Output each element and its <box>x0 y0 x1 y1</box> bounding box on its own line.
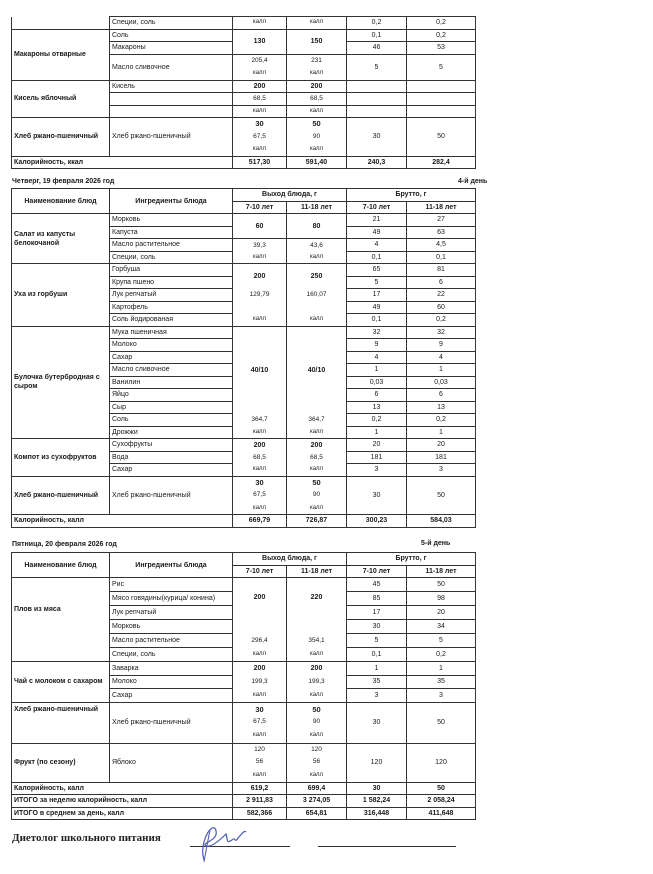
brutto-cell: 0,2 <box>407 414 476 427</box>
ingredient-cell: Хлеб ржано-пшеничный <box>110 702 233 743</box>
brutto-cell <box>407 93 476 106</box>
brutto-cell: 21 <box>347 214 407 227</box>
kcal-unit: калл <box>309 771 324 778</box>
total-label: Калорийность, калл <box>12 782 233 795</box>
brutto-cell: 35 <box>407 675 476 689</box>
brutto-cell: 32 <box>347 326 407 339</box>
header-dish: Наименование блюд <box>12 189 110 214</box>
brutto-cell: 60 <box>407 301 476 314</box>
ingredient-cell: Хлеб ржано-пшеничный <box>110 476 233 515</box>
kcal-value: 205,4 <box>251 56 268 64</box>
brutto-cell: 50 <box>407 476 476 515</box>
signature-label: Диетолог школьного питания <box>12 832 161 844</box>
brutto-cell <box>347 105 407 118</box>
total-label: Калорийность, ккал <box>12 156 233 169</box>
ingredient-cell <box>110 105 233 118</box>
output-grams-cell: 60 <box>233 214 287 239</box>
output-unit-cell: калл <box>233 314 287 327</box>
ingredient-cell: Дрожжи <box>110 426 233 439</box>
total-value: 30 <box>347 782 407 795</box>
header-age: 11-18 лет <box>407 201 476 214</box>
ingredient-cell: Ванилин <box>110 376 233 389</box>
ingredient-cell: Специи, соль <box>110 648 233 662</box>
output-unit-cell: калл <box>287 314 347 327</box>
dish-name-cell: Плов из мяса <box>12 578 110 662</box>
brutto-cell: 17 <box>347 289 407 302</box>
ingredient-cell: Специи, соль <box>110 17 233 30</box>
brutto-cell: 27 <box>407 214 476 227</box>
kcal-unit: калл <box>309 146 324 152</box>
total-value: 50 <box>407 782 476 795</box>
output-kcal-cell: 39,3 <box>233 239 287 252</box>
header-brutto: Брутто, г <box>347 553 476 566</box>
kcal-unit: калл <box>252 731 267 738</box>
week-total-row <box>12 795 476 808</box>
ingredient-cell: Заварка <box>110 662 233 676</box>
total-value: 582,366 <box>233 807 287 820</box>
brutto-cell: 0,2 <box>407 17 476 30</box>
output-kcal-cell: 68,5 <box>287 451 347 464</box>
dish-name-cell: Булочка бутербродная с сыром <box>12 326 110 439</box>
brutto-cell: 50 <box>407 702 476 743</box>
brutto-cell: 98 <box>407 592 476 606</box>
header-age: 11-18 лет <box>407 565 476 578</box>
brutto-cell: 17 <box>347 606 407 620</box>
header-age: 7-10 лет <box>347 201 407 214</box>
brutto-cell: 1 <box>407 426 476 439</box>
dish-name-cell: Хлеб ржано-пшеничный <box>12 118 110 157</box>
brutto-cell: 49 <box>347 226 407 239</box>
dish-name-cell: Кисель яблочный <box>12 80 110 118</box>
table-row <box>12 702 476 743</box>
output-unit-cell: калл <box>287 689 347 703</box>
brutto-cell: 5 <box>407 54 476 80</box>
dish-name-cell: Компот из сухофруктов <box>12 439 110 477</box>
brutto-cell: 0,1 <box>347 648 407 662</box>
brutto-cell: 6 <box>407 389 476 402</box>
ingredient-cell: Масло растительное <box>110 634 233 648</box>
output-grams: 30 <box>255 477 264 487</box>
total-value: 584,03 <box>407 515 476 528</box>
header-brutto: Брутто, г <box>347 189 476 202</box>
ingredient-cell: Макароны <box>110 42 233 55</box>
output-kcal-cell: 354,1 <box>287 634 347 648</box>
brutto-cell: 20 <box>407 439 476 452</box>
friday-menu-table <box>11 552 476 820</box>
ingredient-cell: Молоко <box>110 675 233 689</box>
output-cell <box>287 702 347 743</box>
kcal-value: 90 <box>312 718 321 726</box>
header-age: 11-18 лет <box>287 201 347 214</box>
ingredient-cell: Яйцо <box>110 389 233 402</box>
kcal-unit: калл <box>309 731 324 738</box>
brutto-cell: 0,1 <box>347 29 407 42</box>
output-unit-cell: калл <box>233 689 287 703</box>
ingredient-cell: Кисель <box>110 80 233 93</box>
brutto-cell: 5 <box>347 276 407 289</box>
header-dish: Наименование блюд <box>12 553 110 578</box>
total-value: 654,81 <box>287 807 347 820</box>
header-ingredients: Ингредиенты блюда <box>110 553 233 578</box>
brutto-cell: 22 <box>407 289 476 302</box>
kcal-value: 90 <box>312 491 321 498</box>
total-row <box>12 515 476 528</box>
brutto-cell: 0,03 <box>407 376 476 389</box>
brutto-cell: 63 <box>407 226 476 239</box>
brutto-cell: 0,1 <box>347 251 407 264</box>
total-value: 699,4 <box>287 782 347 795</box>
name-line <box>318 846 456 847</box>
kcal-unit: калл <box>252 70 267 76</box>
output-grams: 50 <box>312 704 321 714</box>
header-age: 7-10 лет <box>233 201 287 214</box>
ingredient-cell: Лук репчатый <box>110 606 233 620</box>
output-unit-cell: калл <box>233 251 287 264</box>
ingredient-cell: Сахар <box>110 464 233 477</box>
header-age: 7-10 лет <box>347 565 407 578</box>
brutto-cell: 4 <box>407 351 476 364</box>
brutto-cell: 1 <box>407 662 476 676</box>
output-kcal-cell: 296,4 <box>233 634 287 648</box>
brutto-cell: 3 <box>347 689 407 703</box>
brutto-cell: 0,03 <box>347 376 407 389</box>
output-cell <box>287 476 347 515</box>
brutto-cell: 45 <box>347 578 407 592</box>
ingredient-cell: Соль <box>110 414 233 427</box>
ingredient-cell: Лук репчатый <box>110 289 233 302</box>
kcal-value: 67,5 <box>253 132 266 140</box>
output-kcal-cell: 68,5 <box>233 93 287 106</box>
output-grams-cell: 200 <box>233 439 287 452</box>
kcal-value: 90 <box>312 132 321 140</box>
total-label: Калорийность, калл <box>12 515 233 528</box>
ingredient-cell: Рис <box>110 578 233 592</box>
brutto-cell: 120 <box>407 743 476 782</box>
output-grams: 50 <box>312 477 321 487</box>
ingredient-cell: Морковь <box>110 620 233 634</box>
ingredient-cell: Крупа пшено <box>110 276 233 289</box>
table-row <box>12 439 476 452</box>
total-value: 2 058,24 <box>407 795 476 808</box>
output-cell <box>233 702 287 743</box>
brutto-cell <box>347 93 407 106</box>
table-row <box>12 476 476 515</box>
output-unit-cell: калл <box>287 105 347 118</box>
kcal-unit: калл <box>309 504 324 511</box>
output-kcal-cell: 160,07 <box>287 289 347 314</box>
brutto-cell: 3 <box>407 464 476 477</box>
dish-name-cell <box>12 17 110 30</box>
table-row <box>12 214 476 227</box>
brutto-cell: 53 <box>407 42 476 55</box>
brutto-cell: 0,2 <box>407 29 476 42</box>
brutto-cell: 120 <box>347 743 407 782</box>
ingredient-cell: Масло сливочное <box>110 364 233 377</box>
day-title: Пятница, 20 февраля 2026 год <box>12 541 117 548</box>
ingredient-cell: Сыр <box>110 401 233 414</box>
output-kcal-cell: 68,5 <box>233 451 287 464</box>
total-value: 619,2 <box>233 782 287 795</box>
ingredient-cell: Мясо говядины(курица/ конина) <box>110 592 233 606</box>
output-cell <box>287 118 347 157</box>
ingredient-cell: Соль йодированая <box>110 314 233 327</box>
thursday-menu-table <box>11 188 476 528</box>
ingredient-cell: Хлеб ржано-пшеничный <box>110 118 233 157</box>
output-grams: 30 <box>255 119 264 128</box>
output-kcal-cell: 364,7 <box>233 414 287 427</box>
output-unit-cell: калл <box>287 17 347 30</box>
brutto-cell: 35 <box>347 675 407 689</box>
output-kcal-cell: 199,3 <box>233 675 287 689</box>
dish-name-cell: Чай с молоком с сахаром <box>12 662 110 703</box>
brutto-cell: 50 <box>407 118 476 157</box>
output-grams-cell: 80 <box>287 214 347 239</box>
kcal-unit: калл <box>309 70 324 76</box>
ingredient-cell: Морковь <box>110 214 233 227</box>
header-age: 7-10 лет <box>233 565 287 578</box>
table-row <box>12 578 476 592</box>
brutto-cell: 30 <box>347 702 407 743</box>
table-row <box>12 80 476 93</box>
brutto-cell <box>347 80 407 93</box>
total-value: 3 274,05 <box>287 795 347 808</box>
output-unit-cell: калл <box>233 464 287 477</box>
brutto-cell: 65 <box>347 264 407 277</box>
brutto-cell: 85 <box>347 592 407 606</box>
brutto-cell: 13 <box>347 401 407 414</box>
top-continuation-table <box>11 16 476 169</box>
dish-name-cell: Хлеб ржано-пшеничный <box>12 702 110 743</box>
total-value: 300,23 <box>347 515 407 528</box>
brutto-cell: 3 <box>407 689 476 703</box>
brutto-cell: 81 <box>407 264 476 277</box>
brutto-cell: 49 <box>347 301 407 314</box>
ingredient-cell: Сухофрукты <box>110 439 233 452</box>
output-unit-cell: калл <box>287 251 347 264</box>
total-value: 282,4 <box>407 156 476 169</box>
ingredient-cell: Масло сливочное <box>110 54 233 80</box>
output-grams-cell: 130 <box>233 29 287 54</box>
total-value: 316,448 <box>347 807 407 820</box>
dish-name-cell: Фрукт (по сезону) <box>12 743 110 782</box>
brutto-cell: 6 <box>347 389 407 402</box>
table-row <box>12 743 476 782</box>
output-kcal-cell: 199,3 <box>287 675 347 689</box>
header-output: Выход блюда, г <box>233 553 347 566</box>
output-cell <box>233 118 287 157</box>
output-unit-cell: калл <box>287 426 347 439</box>
output-unit-cell: калл <box>287 648 347 662</box>
output-grams-cell: 200 <box>287 662 347 676</box>
kcal-value: 56 <box>312 758 321 766</box>
brutto-cell: 1 <box>407 364 476 377</box>
header-age: 11-18 лет <box>287 565 347 578</box>
ingredient-cell: Сахар <box>110 689 233 703</box>
brutto-cell: 30 <box>347 476 407 515</box>
brutto-cell: 6 <box>407 276 476 289</box>
kcal-unit: калл <box>252 504 267 511</box>
dish-name-cell: Макароны отварные <box>12 29 110 80</box>
brutto-cell: 20 <box>407 606 476 620</box>
day-number: 4-й день <box>458 178 488 185</box>
ingredient-cell: Яблоко <box>110 743 233 782</box>
output-grams-cell: 40/10 <box>233 326 287 414</box>
ingredient-cell <box>110 93 233 106</box>
ingredient-cell: Картофель <box>110 301 233 314</box>
brutto-cell: 1 <box>347 364 407 377</box>
signature-scribble-icon <box>192 820 252 865</box>
header-output: Выход блюда, г <box>233 189 347 202</box>
brutto-cell: 0,2 <box>347 17 407 30</box>
output-cell <box>233 476 287 515</box>
output-cell <box>287 743 347 782</box>
total-value: 411,648 <box>407 807 476 820</box>
output-grams-cell: 200 <box>233 80 287 93</box>
ingredient-cell: Мука пшеничная <box>110 326 233 339</box>
header-row <box>12 189 476 202</box>
header-row <box>12 553 476 566</box>
output-grams: 50 <box>312 119 321 128</box>
output-grams: 120 <box>254 745 265 753</box>
table-row <box>12 326 476 339</box>
output-kcal-cell: 129,79 <box>233 289 287 314</box>
output-grams-cell: 200 <box>233 264 287 289</box>
day-number: 5-й день <box>421 540 451 547</box>
kcal-value: 56 <box>255 758 264 766</box>
average-total-row <box>12 807 476 820</box>
output-unit-cell: калл <box>233 426 287 439</box>
header-ingredients: Ингредиенты блюда <box>110 189 233 214</box>
brutto-cell: 1 <box>347 662 407 676</box>
output-kcal-cell <box>287 54 347 80</box>
brutto-cell: 9 <box>347 339 407 352</box>
ingredient-cell: Горбуша <box>110 264 233 277</box>
ingredient-cell: Соль <box>110 29 233 42</box>
brutto-cell: 5 <box>347 54 407 80</box>
output-grams: 30 <box>255 704 264 714</box>
output-grams-cell: 250 <box>287 264 347 289</box>
output-grams-cell: 220 <box>287 578 347 634</box>
ingredient-cell: Вода <box>110 451 233 464</box>
table-row <box>12 29 476 42</box>
total-value: 2 911,83 <box>233 795 287 808</box>
total-row <box>12 782 476 795</box>
brutto-cell: 4 <box>347 239 407 252</box>
ingredient-cell: Специи, соль <box>110 251 233 264</box>
day-title: Четверг, 19 февраля 2026 год <box>12 178 115 185</box>
output-grams-cell: 40/10 <box>287 326 347 414</box>
brutto-cell: 30 <box>347 620 407 634</box>
dish-name-cell: Уха из горбуши <box>12 264 110 327</box>
kcal-value: 231 <box>311 56 322 64</box>
ingredient-cell: Масло растительное <box>110 239 233 252</box>
output-unit-cell: калл <box>287 464 347 477</box>
brutto-cell: 0,1 <box>407 251 476 264</box>
table-row <box>12 17 476 30</box>
output-grams-cell: 200 <box>287 439 347 452</box>
kcal-unit: калл <box>252 771 267 778</box>
brutto-cell: 13 <box>407 401 476 414</box>
dish-name-cell: Хлеб ржано-пшеничный <box>12 476 110 515</box>
brutto-cell: 30 <box>347 118 407 157</box>
brutto-cell: 4 <box>347 351 407 364</box>
kcal-value: 67,5 <box>253 718 266 726</box>
brutto-cell: 5 <box>347 634 407 648</box>
brutto-cell: 3 <box>347 464 407 477</box>
output-grams: 120 <box>311 745 322 753</box>
table-row <box>12 662 476 676</box>
dish-name-cell: Салат из капусты белокочаной <box>12 214 110 264</box>
brutto-cell: 20 <box>347 439 407 452</box>
brutto-cell: 50 <box>407 578 476 592</box>
total-value: 669,79 <box>233 515 287 528</box>
output-grams-cell: 150 <box>287 29 347 54</box>
kcal-value: 67,5 <box>253 491 266 498</box>
output-unit-cell: калл <box>233 17 287 30</box>
ingredient-cell: Молоко <box>110 339 233 352</box>
output-unit-cell: калл <box>233 105 287 118</box>
brutto-cell: 181 <box>407 451 476 464</box>
brutto-cell: 0,2 <box>347 414 407 427</box>
table-row <box>12 118 476 157</box>
output-grams-cell: 200 <box>233 662 287 676</box>
output-kcal-cell: 43,6 <box>287 239 347 252</box>
brutto-cell: 181 <box>347 451 407 464</box>
total-value: 240,3 <box>347 156 407 169</box>
brutto-cell: 0,1 <box>347 314 407 327</box>
kcal-unit: калл <box>252 146 267 152</box>
total-value: 591,40 <box>287 156 347 169</box>
output-kcal-cell: 68,5 <box>287 93 347 106</box>
total-row <box>12 156 476 169</box>
output-unit-cell: калл <box>233 648 287 662</box>
output-kcal-cell <box>233 54 287 80</box>
ingredient-cell: Сахар <box>110 351 233 364</box>
brutto-cell: 9 <box>407 339 476 352</box>
brutto-cell: 0,2 <box>407 314 476 327</box>
table-row <box>12 264 476 277</box>
total-label: ИТОГО в среднем за день, калл <box>12 807 233 820</box>
brutto-cell: 0,2 <box>407 648 476 662</box>
output-grams-cell: 200 <box>233 578 287 634</box>
brutto-cell: 4,5 <box>407 239 476 252</box>
output-kcal-cell: 364,7 <box>287 414 347 427</box>
brutto-cell: 32 <box>407 326 476 339</box>
total-value: 517,30 <box>233 156 287 169</box>
output-grams-cell: 200 <box>287 80 347 93</box>
ingredient-cell: Капуста <box>110 226 233 239</box>
brutto-cell <box>407 105 476 118</box>
output-cell <box>233 743 287 782</box>
total-value: 726,87 <box>287 515 347 528</box>
brutto-cell: 1 <box>347 426 407 439</box>
total-label: ИТОГО за неделю калорийность, калл <box>12 795 233 808</box>
brutto-cell: 34 <box>407 620 476 634</box>
total-value: 1 582,24 <box>347 795 407 808</box>
brutto-cell: 5 <box>407 634 476 648</box>
brutto-cell <box>407 80 476 93</box>
brutto-cell: 46 <box>347 42 407 55</box>
